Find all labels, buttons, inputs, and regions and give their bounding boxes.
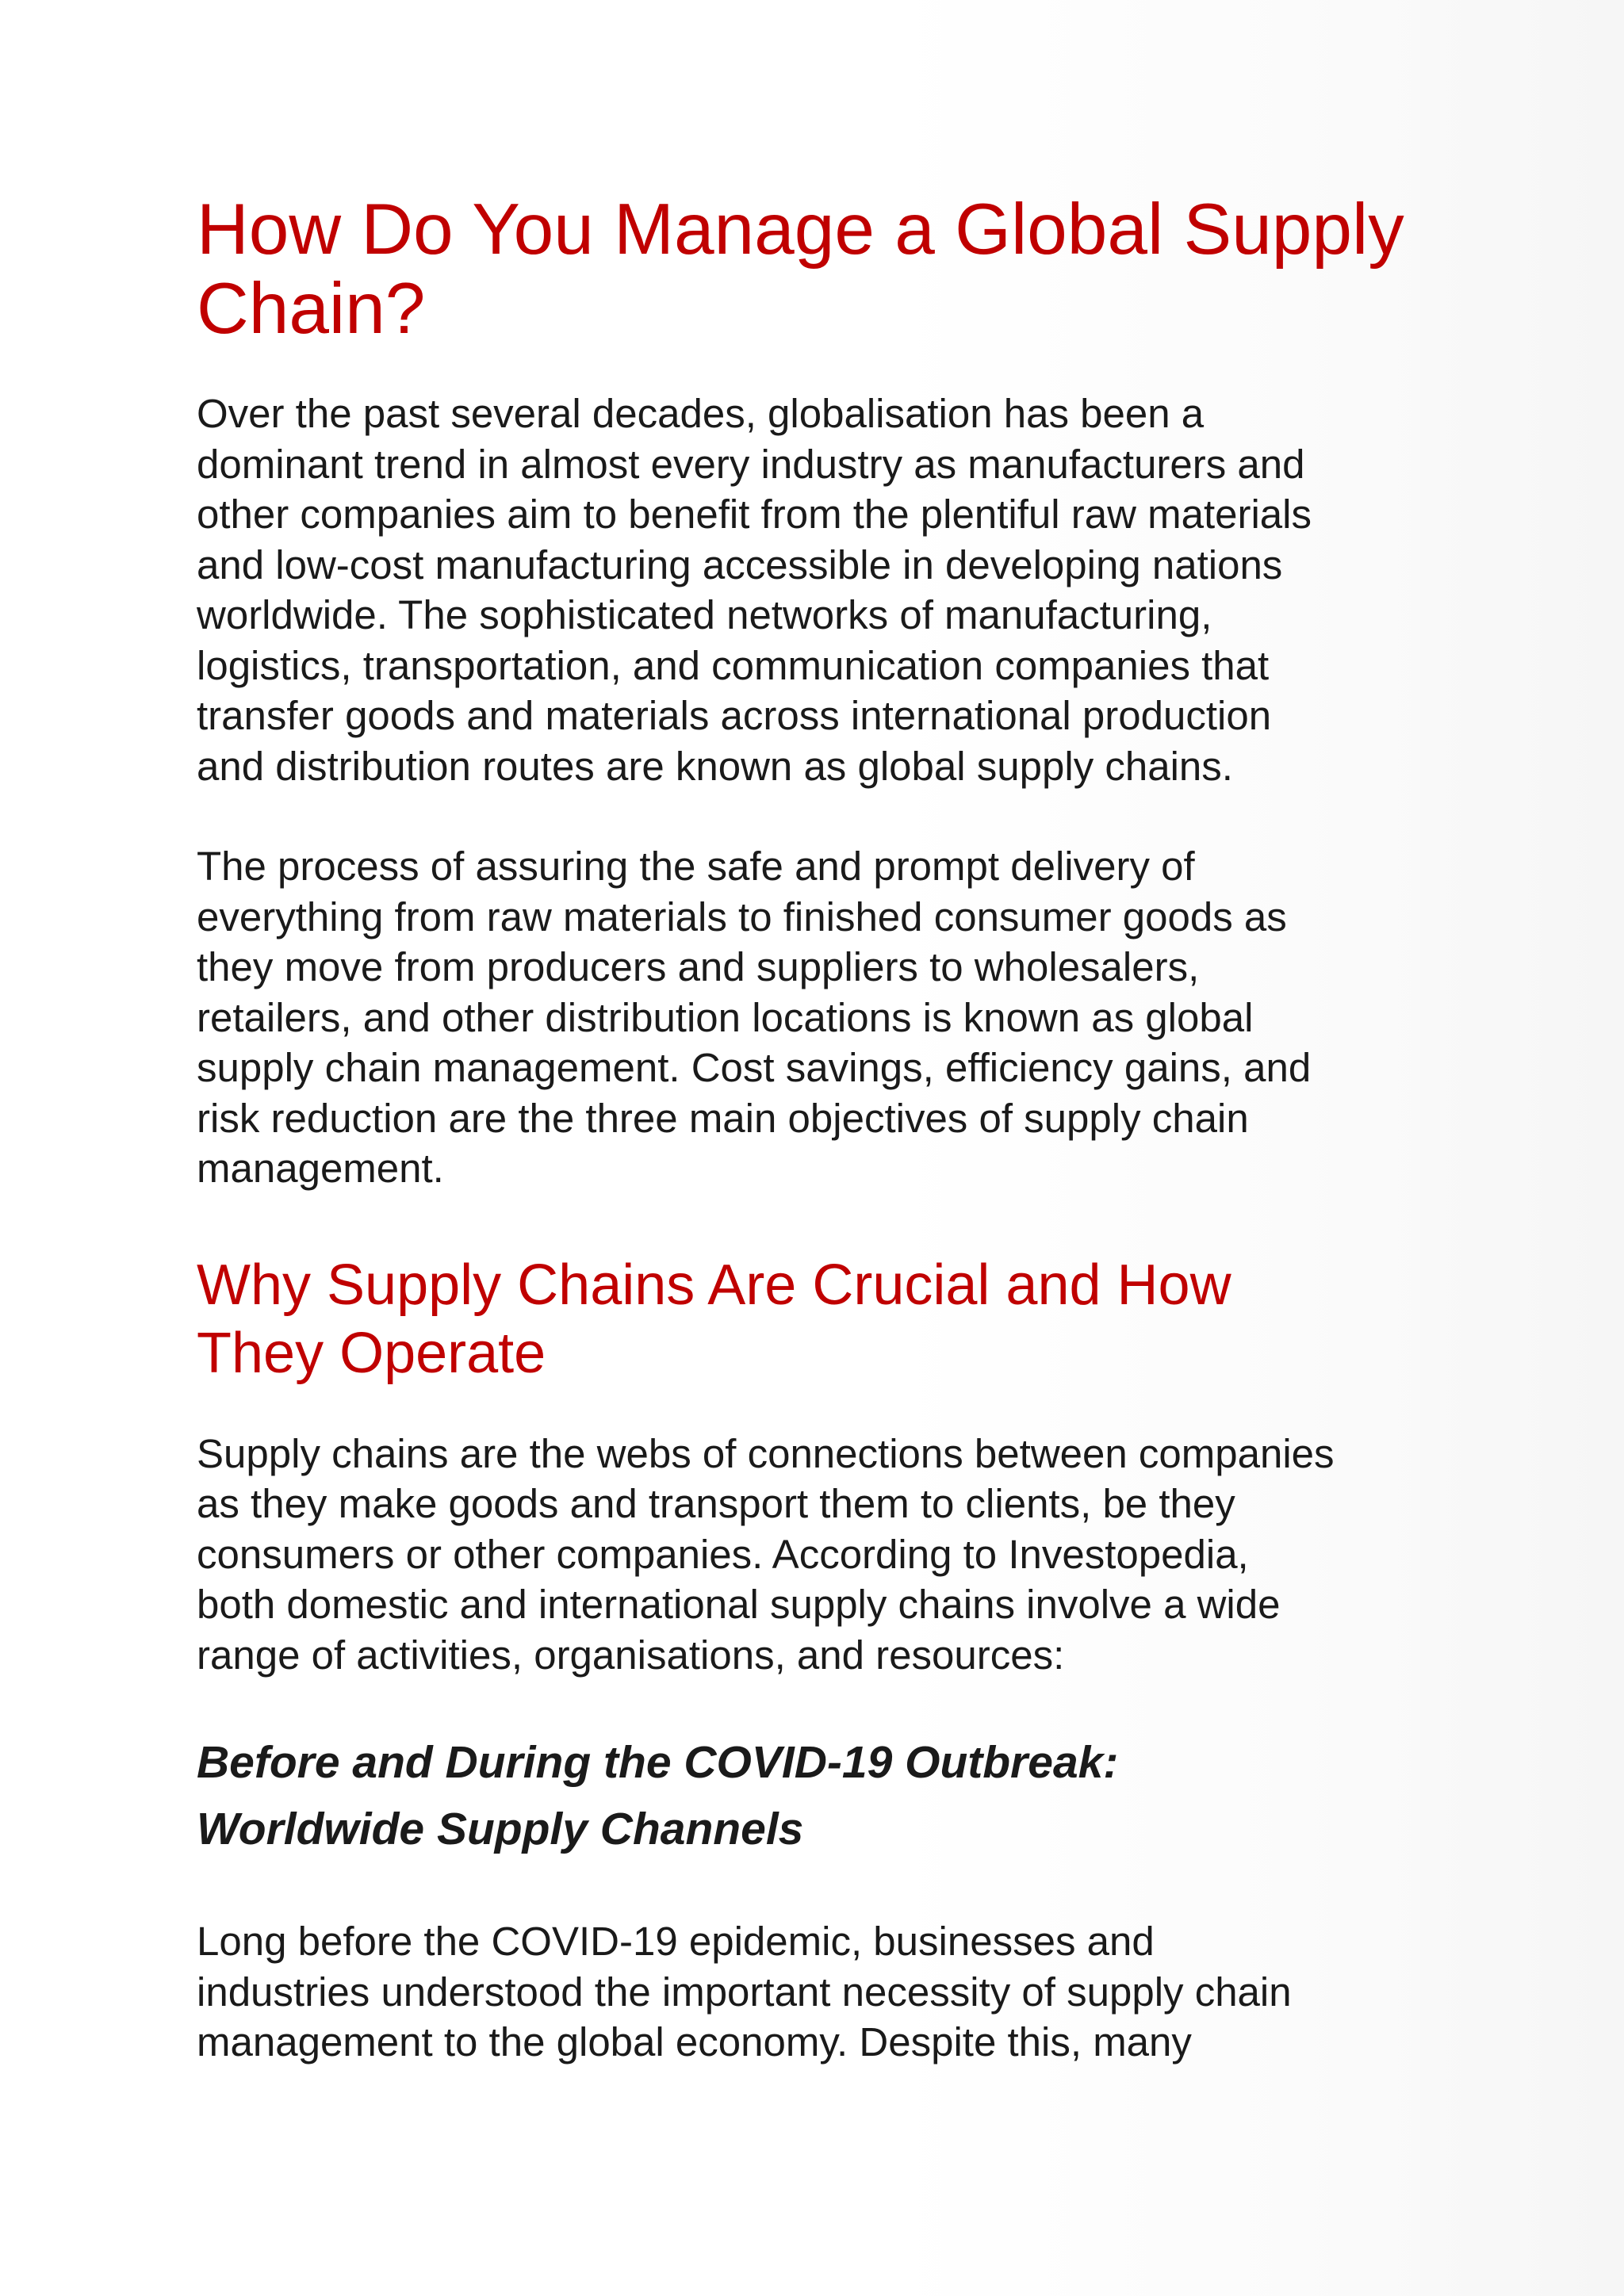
subsection-heading: Before and During the COVID-19 Outbreak: Worldwide Supply Channels — [197, 1737, 1119, 1854]
page-title: How Do You Manage a Global Supply Chain? — [197, 189, 1404, 349]
intro-paragraph: Over the past several decades, globalisation has been a dominant trend in almost every industry as manufacturers and other companies aim to benefit from the plentiful raw materials and low-cost manufacturing accessible in developing nations worldwide. The sophisticated networks of manufacturing, logistics, transportation, and communication companies that transfer goods and materials across international production and distribution routes are known as global supply chains. — [197, 391, 1312, 789]
section-heading: Why Supply Chains Are Crucial and How They Operate — [197, 1253, 1231, 1385]
supply-chain-paragraph: Supply chains are the webs of connections between companies as they make goods and transport them to clients, be they consumers or other companies. According to Investopedia, both domestic and international supply chains involve a wide range of activities, organisations, and resources: — [197, 1430, 1335, 1678]
covid-paragraph: Long before the COVID-19 epidemic, businesses and industries understood the important necessity of supply chain management to the global economy. Despite this, many — [197, 1919, 1292, 2064]
article-body — [197, 190, 1465, 2068]
management-paragraph: The process of assuring the safe and prompt delivery of everything from raw materials to finished consumer goods as they move from producers and suppliers to wholesalers, retailers, and other distribution locations is known as global supply chain management. Cost savings, efficiency gains, and risk reduction are the three main objectives of supply chain management. — [197, 844, 1312, 1191]
